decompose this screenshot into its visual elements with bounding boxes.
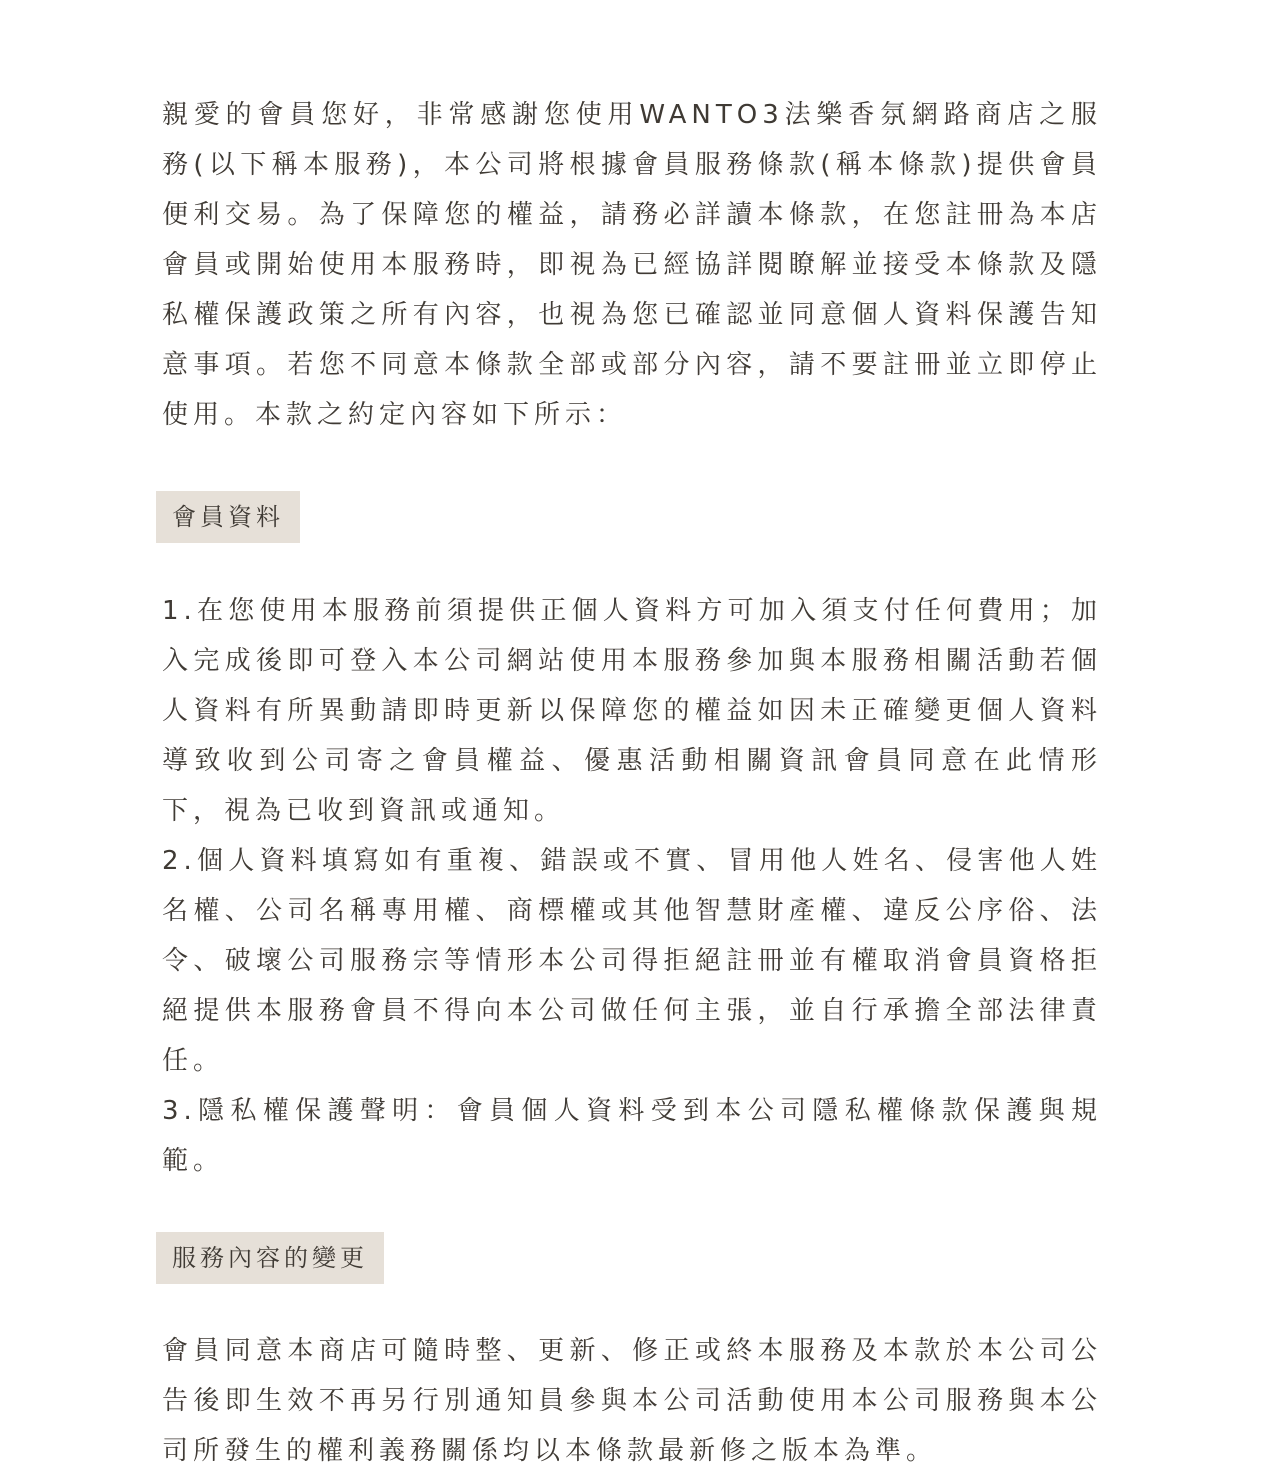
section-title-service-change: 服務內容的變更 xyxy=(156,1232,384,1284)
list-item: 2.個人資料填寫如有重複、錯誤或不實、冒用他人姓名、侵害他人姓名權、公司名稱專用權、商標權或其他智慧財產權、違反公序俗、法令、破壞公司服務宗等情形本公司得拒絕註冊並有權取消會員資格拒絕提供本服務會員不得向本公司做任何主張，並自行承擔全部法律責任。 xyxy=(162,846,1102,1076)
section-body-service-change xyxy=(162,1326,1102,1476)
terms-content xyxy=(162,90,1102,1476)
list-item: 會員同意本商店可隨時整、更新、修正或終本服務及本款於本公司公告後即生效不再另行別通知員參與本公司活動使用本公司服務與本公司所發生的權利義務關係均以本條款最新修之版本為準。 xyxy=(162,1336,1102,1466)
list-item: 1.在您使用本服務前須提供正個人資料方可加入須支付任何費用；加入完成後即可登入本公司網站使用本服務參加與本服務相關活動若個人資料有所異動請即時更新以保障您的權益如因未正確變更個人資料導致收到公司寄之會員權益、優惠活動相關資訊會員同意在此情形下，視為已收到資訊或通知。 xyxy=(162,596,1102,826)
intro-paragraph: 親愛的會員您好，非常感謝您使用WANTO3法樂香氛網路商店之服務(以下稱本服務)，本公司將根據會員服務條款(稱本條款)提供會員便利交易。為了保障您的權益，請務必詳讀本條款，在您註冊為本店會員或開始使用本服務時，即視為已經協詳閱瞭解並接受本條款及隱私權保護政策之所有內容，也視為您已確認並同意個人資料保護告知意事項。若您不同意本條款全部或部分內容，請不要註冊並立即停止使用。本款之約定內容如下所示： xyxy=(162,100,1102,430)
section-body-member-data xyxy=(162,586,1102,1186)
section-title-member-data: 會員資料 xyxy=(156,491,300,543)
list-item: 3.隱私權保護聲明：會員個人資料受到本公司隱私權條款保護與規範。 xyxy=(162,1096,1102,1176)
